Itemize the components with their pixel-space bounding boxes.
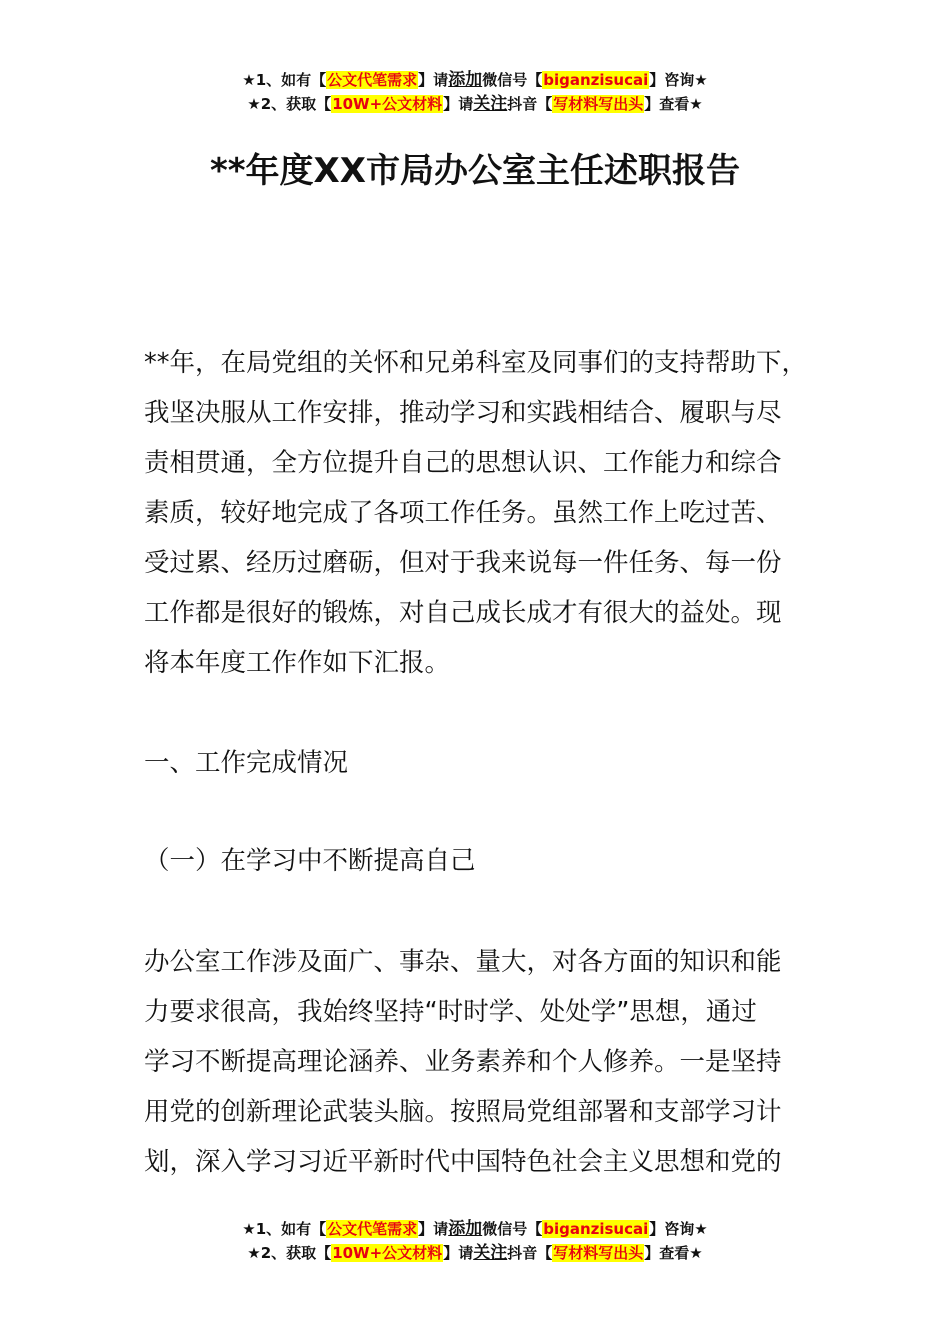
paragraph-line: 工作都是很好的锻炼，对自己成长成才有很大的益处。现 [144,598,782,628]
intro-paragraph [144,338,844,688]
promo-highlight-materials: 10W+公文材料 [332,1244,443,1262]
study-paragraph [144,937,844,1187]
document-title: **年度XX市局办公室主任述职报告 [210,151,740,191]
promo-line-1: ★1、如有【公文代笔需求】请添加微信号【biganzisucai】咨询★ [242,1219,708,1239]
paragraph-line: 责相贯通，全方位提升自己的思想认识、工作能力和综合 [144,448,782,478]
paragraph-line: 力要求很高，我始终坚持“时时学、处处学”思想，通过 [144,997,757,1027]
promo-wechat-id: biganzisucai [543,1220,649,1238]
paragraph-line: 划，深入学习习近平新时代中国特色社会主义思想和党的 [144,1147,782,1177]
promo-line-1: ★1、如有【公文代笔需求】请添加微信号【biganzisucai】咨询★ [242,70,708,90]
promo-emphasis-add: 添加 [448,70,483,90]
promo-banner-top [0,68,950,116]
promo-wechat-id: biganzisucai [543,71,649,89]
paragraph-line: 我坚决服从工作安排，推动学习和实践相结合、履职与尽 [144,398,782,428]
paragraph-line: 受过累、经历过磨砺，但对于我来说每一件任务、每一份 [144,548,782,578]
promo-highlight-materials: 10W+公文材料 [332,95,443,113]
promo-highlight-service: 公文代笔需求 [327,71,418,89]
paragraph-line: 素质，较好地完成了各项工作任务。虽然工作上吃过苦、 [144,498,782,528]
promo-highlight-service: 公文代笔需求 [327,1220,418,1238]
subsection-heading: （一）在学习中不断提高自己 [144,846,476,876]
paragraph-line: 用党的创新理论武装头脑。按照局党组部署和支部学习计 [144,1097,782,1127]
promo-douyin-id: 写材料写出头 [553,95,644,113]
paragraph-line: **年，在局党组的关怀和兄弟科室及同事们的支持帮助下， [144,348,808,378]
promo-banner-bottom [0,1217,950,1265]
promo-line-2: ★2、获取【10W+公文材料】请关注抖音【写材料写出头】查看★ [247,94,703,114]
paragraph-line: 办公室工作涉及面广、事杂、量大，对各方面的知识和能 [144,947,782,977]
section-heading: 一、工作完成情况 [144,748,349,778]
promo-line-2: ★2、获取【10W+公文材料】请关注抖音【写材料写出头】查看★ [247,1243,703,1263]
promo-emphasis-add: 添加 [448,1219,483,1239]
promo-douyin-id: 写材料写出头 [553,1244,644,1262]
promo-emphasis-follow: 关注 [473,1243,508,1263]
paragraph-line: 将本年度工作作如下汇报。 [144,648,451,678]
paragraph-line: 学习不断提高理论涵养、业务素养和个人修养。一是坚持 [144,1047,782,1077]
promo-emphasis-follow: 关注 [473,94,508,114]
